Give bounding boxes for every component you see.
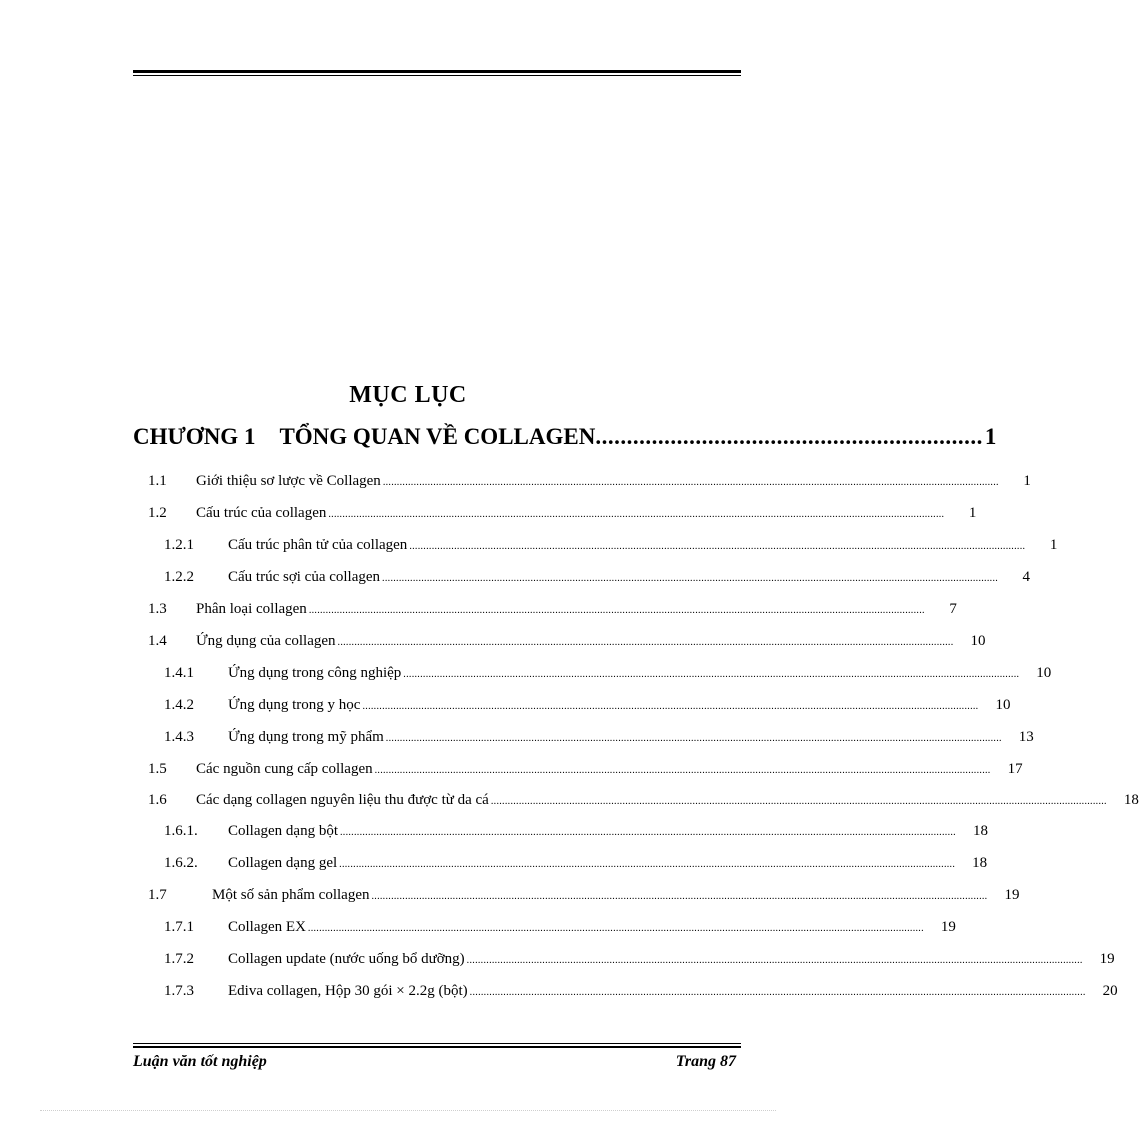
dot-leader: ............................................................................................................................................................................................................................	[382, 477, 999, 488]
toc-entry-page-number: 10	[995, 697, 1011, 713]
toc-entry-number: 1.5	[148, 761, 167, 777]
toc-entry-label: Các nguồn cung cấp collagen	[196, 761, 373, 777]
toc-entry-page-number: 19	[1099, 951, 1115, 967]
dot-leader: ............................................................................................................................................................................................................................	[409, 541, 1026, 552]
toc-entry-label: Ediva collagen, Hộp 30 gói × 2.2g (bột)	[228, 983, 468, 999]
toc-entry-page-number: 1	[968, 505, 977, 521]
footer-double-rule	[133, 1043, 741, 1049]
toc-entry-number: 1.1	[148, 473, 167, 489]
toc-entry-label: Cấu trúc phân tử của collagen	[228, 537, 408, 553]
toc-entry-label: Collagen dạng gel	[228, 855, 338, 871]
toc-entry[interactable]	[164, 569, 1031, 591]
dot-leader: ............................................................................................................................................................................................................................	[337, 637, 954, 648]
toc-entry-number: 1.7.3	[164, 983, 194, 999]
toc-entry[interactable]	[164, 729, 1034, 751]
toc-entry[interactable]	[164, 665, 1052, 687]
chapter-title: TỔNG QUAN VỀ COLLAGEN	[279, 424, 596, 449]
toc-entry[interactable]	[164, 951, 1115, 973]
page-edge-dotted-line	[40, 1110, 776, 1111]
toc-entry-label: Ứng dụng trong mỹ phẩm	[228, 729, 384, 745]
toc-entry-number: 1.6.2.	[164, 855, 198, 871]
toc-entry-page-number: 4	[1022, 569, 1031, 585]
toc-entry-label: Các dạng collagen nguyên liệu thu được từ da cá	[196, 792, 489, 808]
toc-entry[interactable]	[164, 823, 988, 845]
toc-entry-page-number: 10	[1036, 665, 1052, 681]
toc-entry-number: 1.4.3	[164, 729, 194, 745]
dot-leader: ............................................................................................................................................................................................................................	[403, 669, 1020, 680]
dot-leader: ............................................................................................................................................................................................................................	[339, 827, 956, 838]
toc-entry-page-number: 10	[970, 633, 986, 649]
toc-entry-number: 1.4	[148, 633, 167, 649]
toc-entry[interactable]	[148, 505, 977, 527]
dot-leader: ............................................................................................................................................................................................................................	[371, 891, 988, 902]
toc-entry-page-number: 7	[949, 601, 957, 617]
footer-thesis-label: Luận văn tốt nghiệp	[133, 1053, 267, 1070]
toc-entry-page-number: 19	[940, 919, 956, 935]
toc-entry-number: 1.4.2	[164, 697, 194, 713]
toc-entry-page-number: 13	[1018, 729, 1034, 745]
toc-entry-label: Collagen dạng bột	[228, 823, 338, 839]
toc-entry-page-number: 19	[1004, 887, 1020, 903]
toc-entry[interactable]	[164, 855, 988, 877]
toc-entry-number: 1.7.1	[164, 919, 194, 935]
dot-leader: ............................................................................................................................................................................................................................	[385, 733, 1002, 744]
toc-entry-number: 1.6.1.	[164, 823, 198, 839]
dot-leader: ............................................................................................................................................................................................................................	[307, 923, 924, 934]
dot-leader: ..............................................................	[595, 424, 983, 449]
dot-leader: ............................................................................................................................................................................................................................	[308, 605, 925, 616]
toc-entry-number: 1.2	[148, 505, 167, 521]
toc-entry[interactable]	[148, 473, 1031, 495]
toc-entry-label: Ứng dụng trong công nghiệp	[228, 665, 402, 681]
toc-entry-page-number: 18	[972, 855, 988, 871]
toc-entry[interactable]	[164, 983, 1118, 1005]
dot-leader: ............................................................................................................................................................................................................................	[466, 955, 1083, 966]
toc-entry-label: Phân loại collagen	[196, 601, 307, 617]
toc-entry-page-number: 18	[1123, 792, 1139, 808]
toc-entry[interactable]	[164, 697, 1011, 719]
dot-leader: ............................................................................................................................................................................................................................	[362, 701, 979, 712]
toc-entry-number: 1.6	[148, 792, 167, 808]
toc-entry-number: 1.3	[148, 601, 167, 617]
chapter-number: CHƯƠNG 1	[133, 424, 256, 449]
dot-leader: ............................................................................................................................................................................................................................	[490, 796, 1107, 807]
toc-entry-number: 1.7	[148, 887, 167, 903]
toc-entry-label: Cấu trúc sợi của collagen	[228, 569, 381, 585]
chapter-page-number: 1	[984, 424, 997, 449]
toc-entry-number: 1.7.2	[164, 951, 194, 967]
toc-entry-number: 1.2.2	[164, 569, 194, 585]
toc-entry-page-number: 20	[1102, 983, 1118, 999]
footer-page-label: Trang 87	[675, 1053, 736, 1070]
toc-chapter-1[interactable]	[133, 424, 997, 450]
toc-entry-label: Ứng dụng của collagen	[196, 633, 336, 649]
dot-leader: ............................................................................................................................................................................................................................	[382, 573, 999, 584]
header-double-rule	[133, 70, 741, 77]
toc-entry-page-number: 1	[1023, 473, 1031, 489]
toc-entry-label: Collagen update (nước uống bổ dưỡng)	[228, 951, 465, 967]
toc-entry[interactable]	[148, 792, 1139, 814]
toc-entry-label: Ứng dụng trong y học	[228, 697, 361, 713]
toc-entry-page-number: 17	[1007, 761, 1023, 777]
dot-leader: ............................................................................................................................................................................................................................	[469, 987, 1086, 998]
toc-entry[interactable]	[164, 537, 1058, 559]
toc-entry-page-number: 1	[1049, 537, 1058, 553]
toc-entry[interactable]	[164, 919, 956, 941]
toc-entry-number: 1.2.1	[164, 537, 194, 553]
toc-entry-label: Collagen EX	[228, 919, 306, 935]
toc-entry[interactable]	[148, 601, 957, 623]
dot-leader: ............................................................................................................................................................................................................................	[374, 765, 991, 776]
toc-entry[interactable]	[148, 887, 1020, 909]
dot-leader: ............................................................................................................................................................................................................................	[339, 859, 956, 870]
toc-entry-number: 1.4.1	[164, 665, 194, 681]
toc-entry[interactable]	[148, 633, 986, 655]
toc-entry[interactable]	[148, 761, 1023, 783]
toc-entry-page-number: 18	[972, 823, 988, 839]
toc-entry-label: Một số sản phẩm collagen	[212, 887, 370, 903]
dot-leader: ............................................................................................................................................................................................................................	[328, 509, 945, 520]
toc-entry-label: Giới thiệu sơ lược về Collagen	[196, 473, 381, 489]
page-title: MỤC LỤC	[349, 382, 467, 408]
toc-entry-label: Cấu trúc của collagen	[196, 505, 327, 521]
